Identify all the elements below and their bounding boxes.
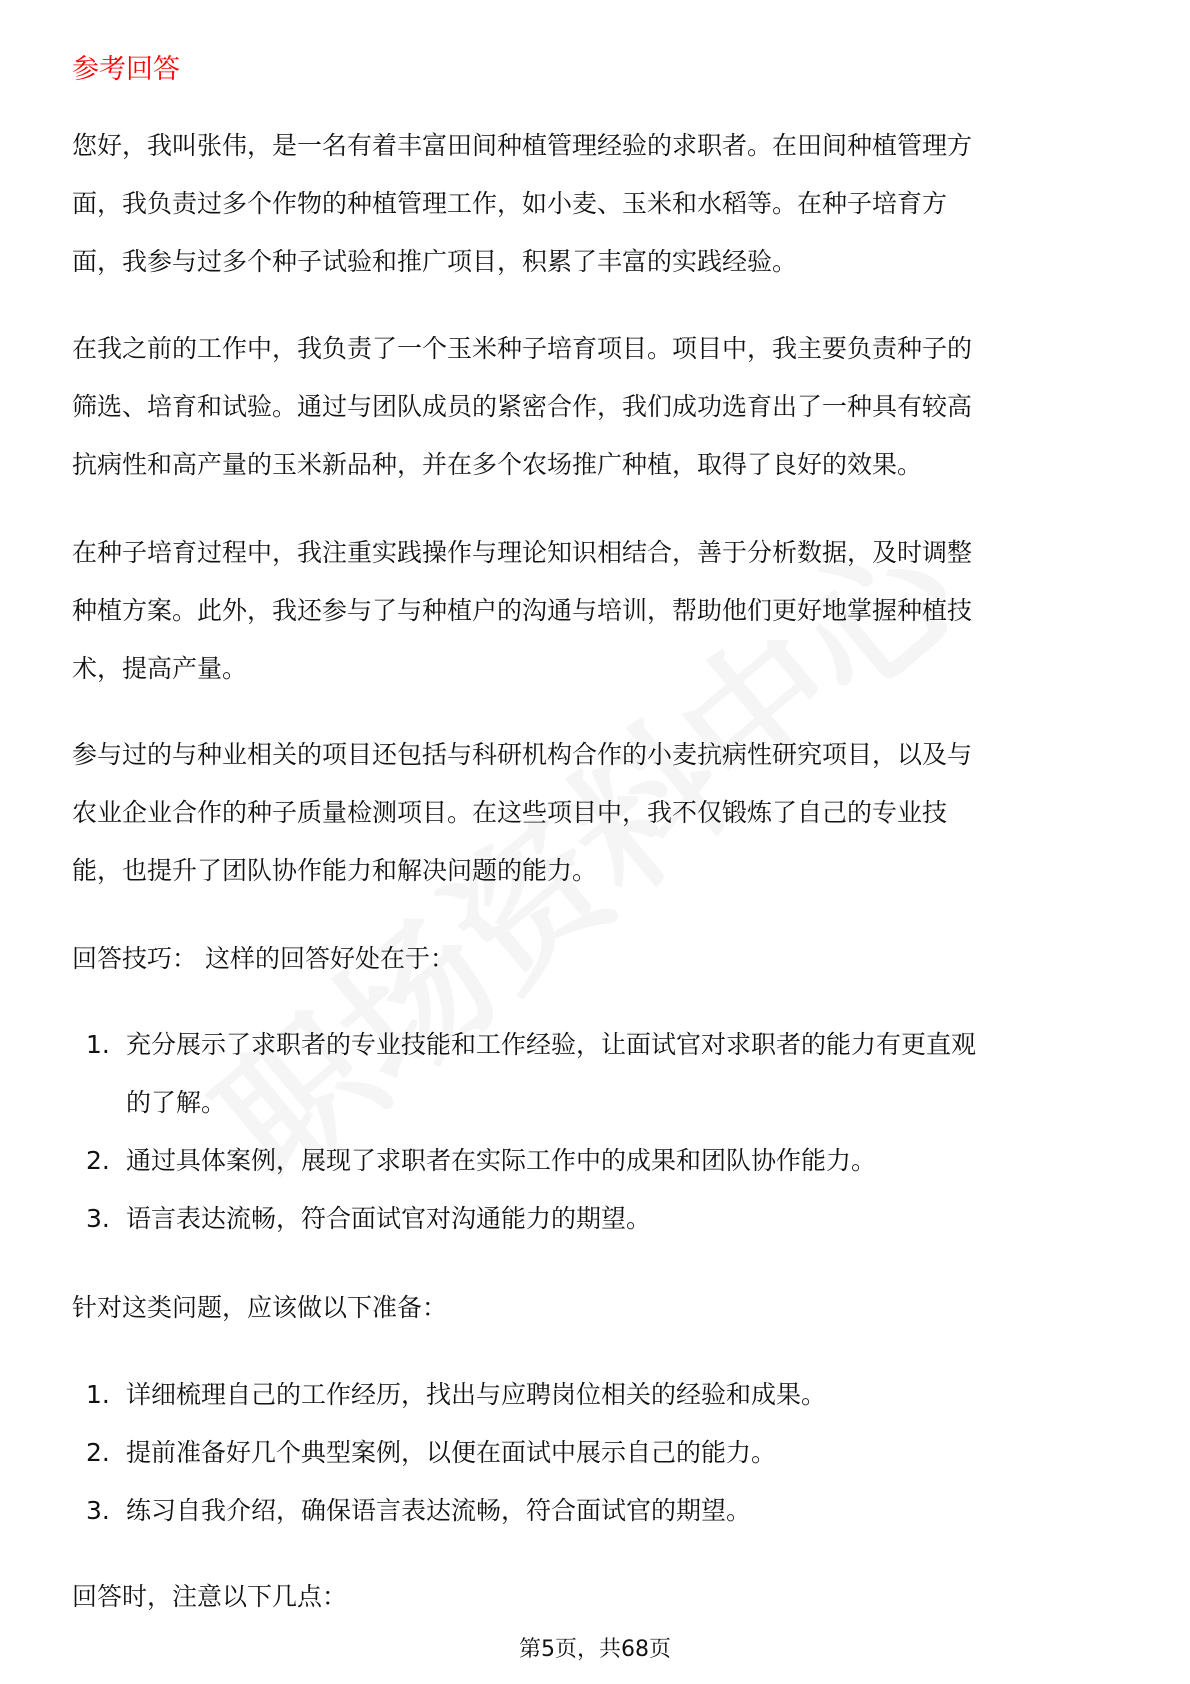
text-line: 农业企业合作的种子质量检测项目。在这些项目中，我不仅锻炼了自己的专业技	[72, 798, 948, 827]
section-heading: 参考回答	[72, 54, 180, 85]
list-number: 3.	[86, 1496, 110, 1525]
text-line: 筛选、培育和试验。通过与团队成员的紧密合作，我们成功选育出了一种具有较高	[72, 392, 973, 421]
tips-list	[72, 1016, 1132, 1248]
list-number: 2.	[86, 1438, 110, 1467]
paragraph-3	[72, 524, 1132, 698]
text-line: 面，我负责过多个作物的种植管理工作，如小麦、玉米和水稻等。在种子培育方	[72, 189, 948, 218]
text-line: 在种子培育过程中，我注重实践操作与理论知识相结合，善于分析数据，及时调整	[72, 538, 973, 567]
text-line: 术，提高产量。	[72, 654, 248, 683]
paragraph-2	[72, 320, 1132, 494]
text-line: 练习自我介绍，确保语言表达流畅，符合面试官的期望。	[126, 1496, 752, 1525]
list-item	[72, 1016, 1132, 1117]
list-item	[72, 1190, 1132, 1248]
list-number: 1.	[86, 1030, 110, 1059]
notes-title-text: 回答时，注意以下几点：	[72, 1582, 348, 1611]
prep-title	[72, 1279, 1132, 1337]
text-line: 参与过的与种业相关的项目还包括与科研机构合作的小麦抗病性研究项目，以及与	[72, 740, 973, 769]
text-line: 能，也提升了团队协作能力和解决问题的能力。	[72, 856, 598, 885]
text-line: 在我之前的工作中，我负责了一个玉米种子培育项目。项目中，我主要负责种子的	[72, 334, 973, 363]
text-line: 详细梳理自己的工作经历，找出与应聘岗位相关的经验和成果。	[126, 1380, 827, 1409]
text-line: 抗病性和高产量的玉米新品种，并在多个农场推广种植，取得了良好的效果。	[72, 450, 923, 479]
paragraph-1	[72, 117, 1132, 291]
prep-title-text: 针对这类问题，应该做以下准备：	[72, 1293, 448, 1322]
list-item	[72, 1424, 1132, 1482]
text-line: 的了解。	[126, 1088, 227, 1117]
list-item	[72, 1482, 1132, 1540]
text-line: 种植方案。此外，我还参与了与种植户的沟通与培训，帮助他们更好地掌握种植技	[72, 596, 973, 625]
text-line: 面，我参与过多个种子试验和推广项目，积累了丰富的实践经验。	[72, 247, 798, 276]
list-item	[72, 1366, 1132, 1424]
paragraph-4	[72, 726, 1132, 900]
prep-list	[72, 1366, 1132, 1540]
list-number: 1.	[86, 1380, 110, 1409]
text-line: 语言表达流畅，符合面试官对沟通能力的期望。	[126, 1204, 652, 1233]
list-number: 3.	[86, 1204, 110, 1233]
tips-title-text: 回答技巧： 这样的回答好处在于：	[72, 944, 455, 973]
text-line: 通过具体案例，展现了求职者在实际工作中的成果和团队协作能力。	[126, 1146, 877, 1175]
list-number: 2.	[86, 1146, 110, 1175]
list-item	[72, 1132, 1132, 1190]
notes-title	[72, 1568, 1132, 1626]
page-number: 第5页，共68页	[519, 1637, 671, 1662]
tips-title	[72, 930, 1132, 988]
text-line: 您好，我叫张伟，是一名有着丰富田间种植管理经验的求职者。在田间种植管理方	[72, 131, 973, 160]
text-line: 充分展示了求职者的专业技能和工作经验，让面试官对求职者的能力有更直观	[126, 1030, 977, 1059]
text-line: 提前准备好几个典型案例，以便在面试中展示自己的能力。	[126, 1438, 777, 1467]
